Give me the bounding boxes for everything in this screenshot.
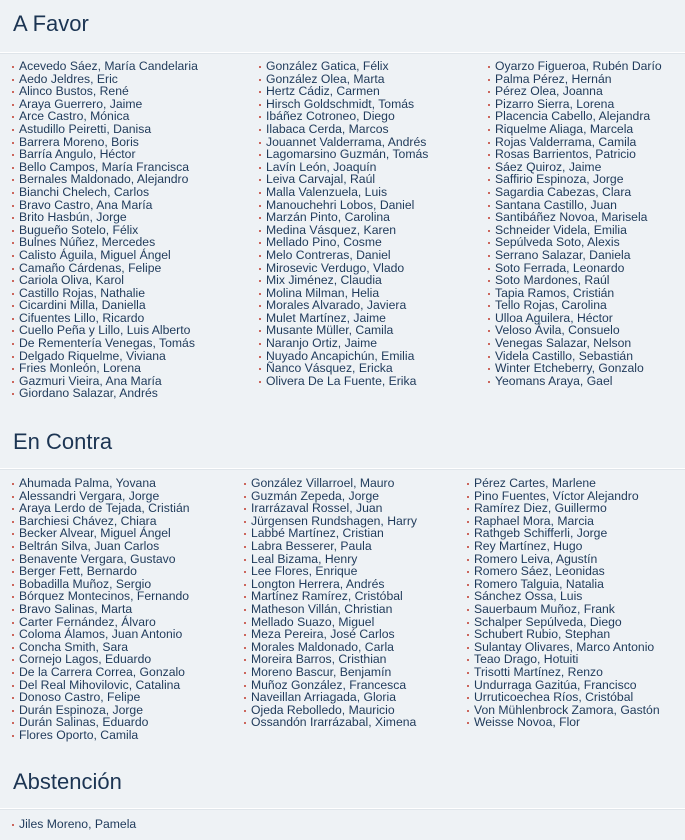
list-item: Beltrán Silva, Juan Carlos (13, 540, 190, 553)
list-item: Martínez Ramírez, Cristóbal (245, 590, 417, 603)
list-item: Durán Espinoza, Jorge (13, 704, 190, 717)
list-item: Giordano Salazar, Andrés (13, 387, 198, 400)
list-item: Lavín León, Joaquín (260, 161, 428, 174)
list-item: Delgado Riquelme, Viviana (13, 350, 198, 363)
list-item: Mulet Martínez, Jaime (260, 312, 428, 325)
list-item: Barrera Moreno, Boris (13, 136, 198, 149)
list-item: Cifuentes Lillo, Ricardo (13, 312, 198, 325)
divider (0, 52, 685, 53)
list-item: Meza Pereira, José Carlos (245, 628, 417, 641)
list-item: Santibáñez Novoa, Marisela (489, 211, 662, 224)
list-item: Ulloa Aguilera, Héctor (489, 312, 662, 325)
list-item: Aedo Jeldres, Eric (13, 73, 198, 86)
list-item: Matheson Villán, Christian (245, 603, 417, 616)
list-item: Tello Rojas, Carolina (489, 299, 662, 312)
list-item: Lagomarsino Guzmán, Tomás (260, 148, 428, 161)
list-item: Concha Smith, Sara (13, 641, 190, 654)
list-item: Ilabaca Cerda, Marcos (260, 123, 428, 136)
list-item: Rosas Barrientos, Patricio (489, 148, 662, 161)
list-item: Becker Alvear, Miguel Ángel (13, 527, 190, 540)
list-item: Ojeda Rebolledo, Mauricio (245, 704, 417, 717)
section-title-en-contra: En Contra (13, 429, 113, 454)
list-item: Arce Castro, Mónica (13, 110, 198, 123)
list-item: Urruticoechea Ríos, Cristóbal (468, 691, 660, 704)
list-item: Rey Martínez, Hugo (468, 540, 660, 553)
list-item: Videla Castillo, Sebastián (489, 350, 662, 363)
list-item: Leiva Carvajal, Raúl (260, 173, 428, 186)
list-item: Bernales Maldonado, Alejandro (13, 173, 198, 186)
list-item: Musante Müller, Camila (260, 324, 428, 337)
list-item: Sánchez Ossa, Luis (468, 590, 660, 603)
list-item: Morales Maldonado, Carla (245, 641, 417, 654)
list-item: Bravo Salinas, Marta (13, 603, 190, 616)
section-title-a-favor: A Favor (13, 11, 89, 36)
list-item: Schneider Videla, Emilia (489, 224, 662, 237)
list-item: Bórquez Montecinos, Fernando (13, 590, 190, 603)
list-item: Jouannet Valderrama, Andrés (260, 136, 428, 149)
list-column-en-contra-2 (245, 477, 417, 729)
list-item: Sagardia Cabezas, Clara (489, 186, 662, 199)
list-item: Castillo Rojas, Nathalie (13, 287, 198, 300)
list-item: Oyarzo Figueroa, Rubén Darío (489, 60, 662, 73)
list-item: Cicardini Milla, Daniella (13, 299, 198, 312)
list-item: Trisotti Martínez, Renzo (468, 666, 660, 679)
list-item: Sulantay Olivares, Marco Antonio (468, 641, 660, 654)
list-item: Mirosevic Verdugo, Vlado (260, 262, 428, 275)
list-item: Morales Alvarado, Javiera (260, 299, 428, 312)
list-item: Barría Angulo, Héctor (13, 148, 198, 161)
list-item: Donoso Castro, Felipe (13, 691, 190, 704)
list-item: Mix Jiménez, Claudia (260, 274, 428, 287)
list-item: Alinco Bustos, René (13, 85, 198, 98)
list-item: Camaño Cárdenas, Felipe (13, 262, 198, 275)
list-item: Malla Valenzuela, Luis (260, 186, 428, 199)
list-item: Muñoz González, Francesca (245, 679, 417, 692)
list-item: Venegas Salazar, Nelson (489, 337, 662, 350)
list-item: Durán Salinas, Eduardo (13, 716, 190, 729)
list-item: Araya Guerrero, Jaime (13, 98, 198, 111)
list-item: Palma Pérez, Hernán (489, 73, 662, 86)
list-item: Rojas Valderrama, Camila (489, 136, 662, 149)
list-column-a-favor-3 (489, 60, 662, 387)
list-item: Marzán Pinto, Carolina (260, 211, 428, 224)
list-item: Mellado Pino, Cosme (260, 236, 428, 249)
divider (0, 808, 685, 809)
list-item: Cornejo Lagos, Eduardo (13, 653, 190, 666)
list-item: Sáez Quiroz, Jaime (489, 161, 662, 174)
list-item: Labra Besserer, Paula (245, 540, 417, 553)
list-item: Barchiesi Chávez, Chiara (13, 515, 190, 528)
list-item: Jürgensen Rundshagen, Harry (245, 515, 417, 528)
list-item: Benavente Vergara, Gustavo (13, 553, 190, 566)
list-item: Coloma Álamos, Juan Antonio (13, 628, 190, 641)
list-item: Sepúlveda Soto, Alexis (489, 236, 662, 249)
list-item: Romero Talguia, Natalia (468, 578, 660, 591)
list-item: Rathgeb Schifferli, Jorge (468, 527, 660, 540)
list-item: Molina Milman, Helia (260, 287, 428, 300)
list-item: González Villarroel, Mauro (245, 477, 417, 490)
list-item: Acevedo Sáez, María Candelaria (13, 60, 198, 73)
list-item: Guzmán Zepeda, Jorge (245, 490, 417, 503)
list-item: Manouchehri Lobos, Daniel (260, 199, 428, 212)
list-item: Pérez Cartes, Marlene (468, 477, 660, 490)
list-item: Tapia Ramos, Cristián (489, 287, 662, 300)
list-item: Bianchi Chelech, Carlos (13, 186, 198, 199)
list-item: Yeomans Araya, Gael (489, 375, 662, 388)
list-item: Bugueño Sotelo, Félix (13, 224, 198, 237)
list-item: Longton Herrera, Andrés (245, 578, 417, 591)
list-item: Raphael Mora, Marcia (468, 515, 660, 528)
list-item: Hertz Cádiz, Carmen (260, 85, 428, 98)
list-item: Brito Hasbún, Jorge (13, 211, 198, 224)
list-item: Moreira Barros, Cristhian (245, 653, 417, 666)
list-item: Naveillan Arriagada, Gloria (245, 691, 417, 704)
list-item: Sauerbaum Muñoz, Frank (468, 603, 660, 616)
list-item: Saffirio Espinoza, Jorge (489, 173, 662, 186)
list-item: Undurraga Gazitúa, Francisco (468, 679, 660, 692)
list-item: Olivera De La Fuente, Erika (260, 375, 428, 388)
list-item: Romero Sáez, Leonidas (468, 565, 660, 578)
list-item: Pizarro Sierra, Lorena (489, 98, 662, 111)
list-item: Labbé Martínez, Cristian (245, 527, 417, 540)
list-column-en-contra-3 (468, 477, 660, 729)
list-item: González Olea, Marta (260, 73, 428, 86)
list-item: Del Real Mihovilovic, Catalina (13, 679, 190, 692)
list-item: Soto Mardones, Raúl (489, 274, 662, 287)
list-item: De Rementería Venegas, Tomás (13, 337, 198, 350)
list-item: Gazmuri Vieira, Ana María (13, 375, 198, 388)
list-item: Romero Leiva, Agustín (468, 553, 660, 566)
list-item: Von Mühlenbrock Zamora, Gastón (468, 704, 660, 717)
list-item: Leal Bizama, Henry (245, 553, 417, 566)
list-item: Nuyado Ancapichún, Emilia (260, 350, 428, 363)
list-item: Irarrázaval Rossel, Juan (245, 502, 417, 515)
list-item: Araya Lerdo de Tejada, Cristián (13, 502, 190, 515)
list-item: Pérez Olea, Joanna (489, 85, 662, 98)
list-item: Bello Campos, María Francisca (13, 161, 198, 174)
list-item: Alessandri Vergara, Jorge (13, 490, 190, 503)
list-item: Riquelme Aliaga, Marcela (489, 123, 662, 136)
list-item: Moreno Bascur, Benjamín (245, 666, 417, 679)
list-item: Ñanco Vásquez, Ericka (260, 362, 428, 375)
list-item: Pino Fuentes, Víctor Alejandro (468, 490, 660, 503)
list-item: Mellado Suazo, Miguel (245, 616, 417, 629)
list-item: Veloso Ávila, Consuelo (489, 324, 662, 337)
list-item: Schalper Sepúlveda, Diego (468, 616, 660, 629)
list-item: Santana Castillo, Juan (489, 199, 662, 212)
divider (0, 468, 685, 469)
list-item: Soto Ferrada, Leonardo (489, 262, 662, 275)
list-column-a-favor-1 (13, 60, 198, 400)
list-item: Calisto Águila, Miguel Ángel (13, 249, 198, 262)
list-item: Weisse Novoa, Flor (468, 716, 660, 729)
list-item: Cariola Oliva, Karol (13, 274, 198, 287)
list-item: Schubert Rubio, Stephan (468, 628, 660, 641)
list-item: Cuello Peña y Lillo, Luis Alberto (13, 324, 198, 337)
list-item: Ahumada Palma, Yovana (13, 477, 190, 490)
list-item: Berger Fett, Bernardo (13, 565, 190, 578)
list-item: Bobadilla Muñoz, Sergio (13, 578, 190, 591)
list-item: Carter Fernández, Álvaro (13, 616, 190, 629)
list-item: Bravo Castro, Ana María (13, 199, 198, 212)
list-item: Ramírez Diez, Guillermo (468, 502, 660, 515)
list-column-abstencion-1 (13, 818, 136, 831)
list-item: Naranjo Ortiz, Jaime (260, 337, 428, 350)
list-item: Ossandón Irarrázabal, Ximena (245, 716, 417, 729)
list-item: Flores Oporto, Camila (13, 729, 190, 742)
list-item: Lee Flores, Enrique (245, 565, 417, 578)
list-item: Fries Monleón, Lorena (13, 362, 198, 375)
list-item: Hirsch Goldschmidt, Tomás (260, 98, 428, 111)
list-item: Astudillo Peiretti, Danisa (13, 123, 198, 136)
list-column-en-contra-1 (13, 477, 190, 741)
list-item: Medina Vásquez, Karen (260, 224, 428, 237)
list-item: Ibáñez Cotroneo, Diego (260, 110, 428, 123)
list-item: Melo Contreras, Daniel (260, 249, 428, 262)
list-item: Serrano Salazar, Daniela (489, 249, 662, 262)
list-column-a-favor-2 (260, 60, 428, 387)
section-title-abstencion: Abstención (13, 769, 122, 794)
list-item: Bulnes Núñez, Mercedes (13, 236, 198, 249)
list-item: Placencia Cabello, Alejandra (489, 110, 662, 123)
list-item: Winter Etcheberry, Gonzalo (489, 362, 662, 375)
list-item: Teao Drago, Hotuiti (468, 653, 660, 666)
list-item: Jiles Moreno, Pamela (13, 818, 136, 831)
list-item: González Gatica, Félix (260, 60, 428, 73)
list-item: De la Carrera Correa, Gonzalo (13, 666, 190, 679)
